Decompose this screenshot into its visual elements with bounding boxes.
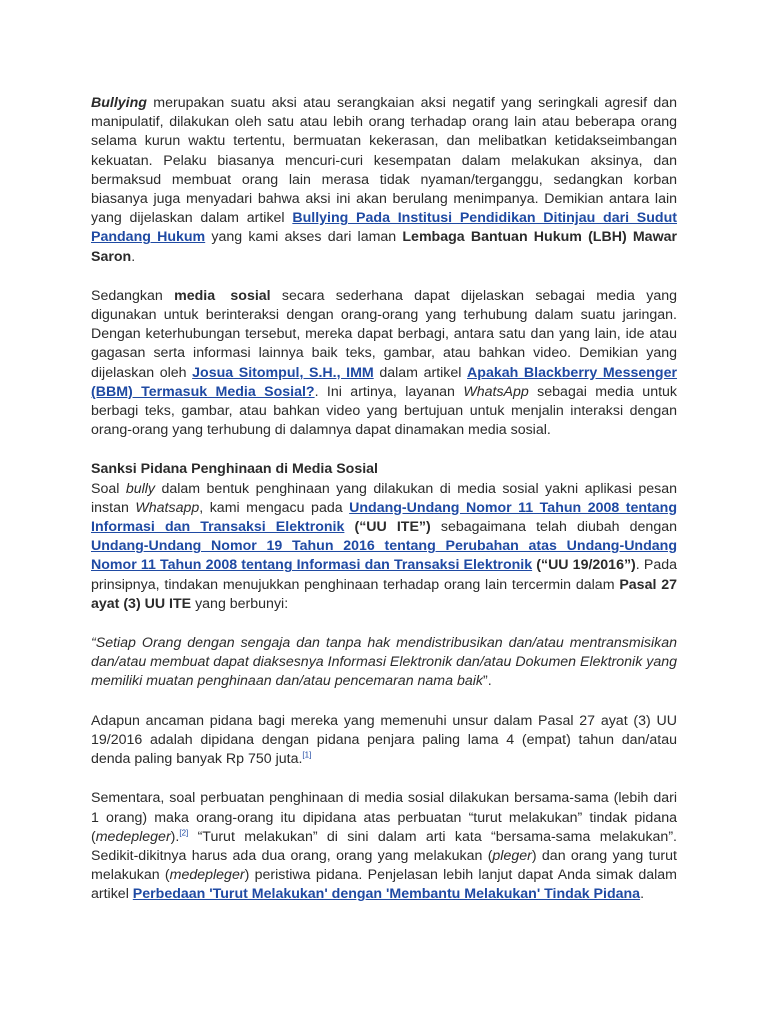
footnote-2-link[interactable]: [2] — [179, 827, 189, 837]
paragraph-bullying: Bullying merupakan suatu aksi atau serangkaian aksi negatif yang seringkali agresif dan manipulatif, dilakukan oleh satu atau lebih orang terhadap orang lain atau beberapa orang selama kurun waktu tertentu, bermuatan kekerasan, dan melibatkan ketidakseimbangan kekuatan. Pelaku biasanya mencuri-curi kesempatan dalam melakukan aksinya, dan bermaksud membuat orang lain merasa tidak nyaman/terganggu, sedangkan korban biasanya juga menyadari bahwa aksi ini akan berulang menimpanya. Demikian antara lain yang dijelaskan dalam artikel Bullying Pada Institusi Pendidikan Ditinjau dari Sudut Pandang Hukum yang kami akses dari laman Lembaga Bantuan Hukum (LBH) Mawar Saron. — [91, 95, 678, 265]
article-body — [91, 94, 677, 925]
paragraph-turut-melakukan: Sementara, soal perbuatan penghinaan di media sosial dilakukan bersama-sama (lebih dari 1 orang) maka orang-orang itu dipidana atas perbuatan “turut melakukan” tindak pidana (medepleger).[2] “Turut melakukan” di sini dalam arti kata “bersama-sama melakukan”. Sedikit-dikitnya harus ada dua orang, orang yang melakukan (pleger) dan orang yang turut melakukan (medepleger) peristiwa pidana. Penjelasan lebih lanjut dapat Anda simak dalam artikel Perbedaan 'Turut Melakukan' dengan 'Membantu Melakukan' Tindak Pidana. — [91, 790, 677, 903]
link-bullying-article[interactable]: Bullying Pada Institusi Pendidikan Ditinjau dari Sudut Pandang Hukum — [91, 210, 677, 246]
footnote-1-link[interactable]: [1] — [302, 750, 312, 760]
term-media-sosial: media sosial — [174, 287, 271, 304]
paragraph-media-sosial: Sedangkan media sosial secara sederhana dapat dijelaskan sebagai media yang digunakan untuk berinteraksi dengan orang-orang yang terhubung dalam suatu jaringan. Dengan keterhubungan tersebut, mereka dapat berbagi, antara satu dan yang lain, ide atau gagasan serta informasi lainnya baik teks, gambar, atau bahkan video. Demikian yang dijelaskan oleh Josua Sitompul, S.H., IMM dalam artikel Apakah Blackberry Messenger (BBM) Termasuk Media Sosial?. Ini artinya, layanan WhatsApp sebagai media untuk berbagi teks, gambar, atau bahkan video yang bertujuan untuk menjalin interaksi dengan orang-orang yang terhubung di dalamnya dapat dinamakan media sosial. — [91, 287, 678, 439]
paragraph-ancaman: Adapun ancaman pidana bagi mereka yang memenuhi unsur dalam Pasal 27 ayat (3) UU 19/2016 adalah dipidana dengan pidana penjara paling lama 4 (empat) tahun dan/atau denda paling banyak Rp 750 juta.[1] — [91, 712, 677, 768]
org-lbh-mawar-saron: Lembaga Bantuan Hukum (LBH) Mawar Saron — [91, 229, 678, 265]
link-uu-19-2016[interactable]: Undang-Undang Nomor 19 Tahun 2016 tentang Perubahan atas Undang-Undang Nomor 11 Tahun 2008 tentang Informasi dan Transaksi Elektronik — [91, 538, 677, 574]
paragraph-sanksi: Soal bully dalam bentuk penghinaan yang dilakukan di media sosial yakni aplikasi pesan instan Whatsapp, kami mengacu pada Undang-Undang Nomor 11 Tahun 2008 tentang Informasi dan Transaksi Elektronik (“UU ITE”) sebagaimana telah diubah dengan Undang-Undang Nomor 19 Tahun 2016 tentang Perubahan atas Undang-Undang Nomor 11 Tahun 2008 tentang Informasi dan Transaksi Elektronik (“UU 19/2016”). Pada prinsipnya, tindakan menujukkan penghinaan terhadap orang lain tercermin dalam Pasal 27 ayat (3) UU ITE yang berbunyi: — [91, 480, 677, 612]
link-bbm-article[interactable]: Apakah Blackberry Messenger (BBM) Termasuk Media Sosial? — [91, 364, 677, 400]
section-heading: Sanksi Pidana Penghinaan di Media Sosial — [91, 461, 378, 478]
pasal-reference: Pasal 27 ayat (3) UU ITE — [91, 576, 677, 612]
term-bullying: Bullying — [91, 95, 147, 111]
legal-quote: “Setiap Orang dengan sengaja dan tanpa hak mendistribusikan dan/atau mentransmisikan dan/atau membuat dapat diaksesnya Informasi Elektronik dan/atau Dokumen Elektronik yang memiliki muatan penghinaan dan/atau pencemaran nama baik”. — [91, 635, 677, 690]
link-author-josua[interactable]: Josua Sitompul, S.H., IMM — [192, 364, 374, 381]
link-uu-ite[interactable]: Undang-Undang Nomor 11 Tahun 2008 tentang Informasi dan Transaksi Elektronik — [91, 499, 677, 536]
link-turut-melakukan-article[interactable]: Perbedaan 'Turut Melakukan' dengan 'Membantu Melakukan' Tindak Pidana — [132, 886, 641, 903]
